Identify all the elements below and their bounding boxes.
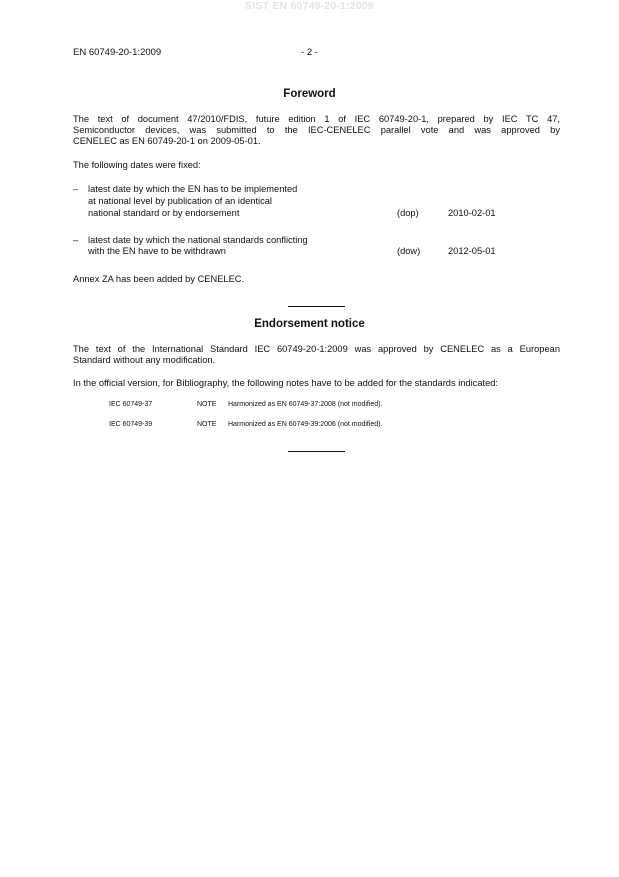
document-id: EN 60749-20-1:2009 — [73, 47, 162, 58]
endorsement-title: Endorsement notice — [254, 318, 365, 330]
note-text: Harmonized as EN 60749-39:2006 (not modified). — [228, 421, 383, 428]
annex-note: Annex ZA has been added by CENELEC. — [73, 274, 245, 284]
section-divider — [288, 306, 345, 307]
endorsement-line-2: Standard without any modification. — [73, 355, 216, 365]
section-divider — [288, 451, 345, 452]
watermark: SIST EN 60749-20-1:2009 — [245, 0, 374, 12]
date-abbr: (dop) — [397, 208, 419, 218]
date-item-line: with the EN have to be withdrawn — [88, 246, 226, 256]
foreword-title: Foreword — [283, 88, 336, 100]
note-standard: IEC 60749-37 — [109, 401, 153, 408]
foreword-intro-line-1: The text of document 47/2010/FDIS, future edition 1 of IEC 60749-20-1, prepared by IEC TC 47, — [73, 114, 560, 124]
dates-intro: The following dates were fixed: — [73, 160, 201, 170]
bibliography-intro: In the official version, for Bibliography, the following notes have to be added for the standards indicated: — [73, 378, 498, 388]
date-value: 2010-02-01 — [448, 208, 496, 218]
endorsement-line-1: The text of the International Standard IEC 60749-20-1:2009 was approved by CENELEC as a European — [73, 344, 560, 354]
foreword-intro-line-3: CENELEC as EN 60749-20-1 on 2009-05-01. — [73, 136, 261, 146]
date-abbr: (dow) — [397, 246, 421, 256]
note-text: Harmonized as EN 60749-37:2008 (not modified). — [228, 401, 383, 408]
note-label: NOTE — [197, 401, 217, 408]
date-value: 2012-05-01 — [448, 246, 496, 256]
list-dash: – — [73, 235, 79, 245]
date-item-line: national standard or by endorsement — [88, 208, 240, 218]
date-item-line: latest date by which the EN has to be implemented — [88, 184, 298, 194]
note-label: NOTE — [197, 421, 217, 428]
date-item-line: latest date by which the national standards conflicting — [88, 235, 308, 245]
page-number: - 2 - — [301, 47, 318, 58]
date-item-line: at national level by publication of an identical — [88, 196, 272, 206]
list-dash: – — [73, 184, 79, 194]
note-standard: IEC 60749-39 — [109, 421, 153, 428]
foreword-intro-line-2: Semiconductor devices, was submitted to the IEC-CENELEC parallel vote and was approved by — [73, 125, 560, 135]
